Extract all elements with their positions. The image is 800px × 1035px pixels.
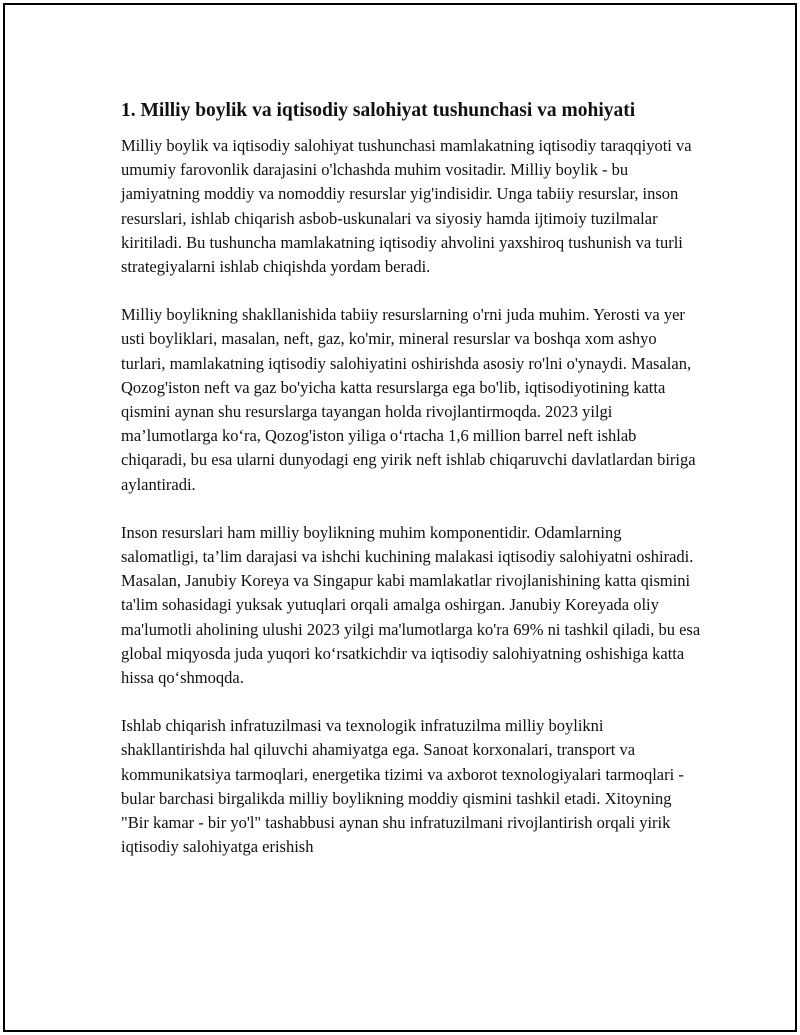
document-page	[3, 3, 797, 1032]
document-body	[121, 98, 701, 883]
section-heading: 1. Milliy boylik va iqtisodiy salohiyat tushunchasi va mohiyati	[121, 100, 636, 121]
paragraph-3: Inson resurslari ham milliy boylikning muhim komponentidir. Odamlarning salomatligi, ta’lim darajasi va ishchi kuchining malakasi iqtisodiy salohiyatni oshiradi. Masalan, Janubiy Koreya va Singapur kabi mamlakatlar rivojlanishining katta qismini ta'lim sohasidagi yuksak yutuqlari orqali amalga oshirgan. Janubiy Koreyada oliy ma'lumotli aholining ulushi 2023 yilgi ma'lumotlarga ko'ra 69% ni tashkil qiladi, bu esa global miqyosda juda yuqori ko‘rsatkichdir va iqtisodiy salohiyatning oshishiga katta hissa qo‘shmoqda.	[121, 522, 701, 688]
paragraph-1: Milliy boylik va iqtisodiy salohiyat tushunchasi mamlakatning iqtisodiy taraqqiyoti va umumiy farovonlik darajasini o'lchashda muhim vositadir. Milliy boylik - bu jamiyatning moddiy va nomoddiy resurslar yig'indisidir. Unga tabiiy resurslar, inson resurslari, ishlab chiqarish asbob-uskunalari va siyosiy hamda ijtimoiy tuzilmalar kiritiladi. Bu tushuncha mamlakatning iqtisodiy ahvolini yaxshiroq tushunish va turli strategiyalarni ishlab chiqishda yordam beradi.	[121, 136, 692, 277]
paragraph-2: Milliy boylikning shakllanishida tabiiy resurslarning o'rni juda muhim. Yerosti va yer usti boyliklari, masalan, neft, gaz, ko'mir, mineral resurslar va boshqa xom ashyo turlari, mamlakatning iqtisodiy salohiyatini oshirishda asosiy ro'lni o'ynaydi. Masalan, Qozog'iston neft va gaz bo'yicha katta resurslarga ega bo'lib, iqtisodiyotining katta qismini aynan shu resurslarga tayangan holda rivojlantirmoqda. 2023 yilgi ma’lumotlarga ko‘ra, Qozog'iston yiliga o‘rtacha 1,6 million barrel neft ishlab chiqaradi, bu esa ularni dunyodagi eng yirik neft ishlab chiqaruvchi davlatlardan biriga aylantiradi.	[121, 305, 696, 494]
paragraph-4: Ishlab chiqarish infratuzilmasi va texnologik infratuzilma milliy boylikni shakllantirishda hal qiluvchi ahamiyatga ega. Sanoat korxonalari, transport va kommunikatsiya tarmoqlari, energetika tizimi va axborot texnologiyalari tarmoqlari - bular barchasi birgalikda milliy boylikning moddiy qismini tashkil etadi. Xitoyning "Bir kamar - bir yo'l" tashabbusi aynan shu infratuzilmani rivojlantirish orqali yirik iqtisodiy salohiyatga erishish	[121, 716, 684, 857]
